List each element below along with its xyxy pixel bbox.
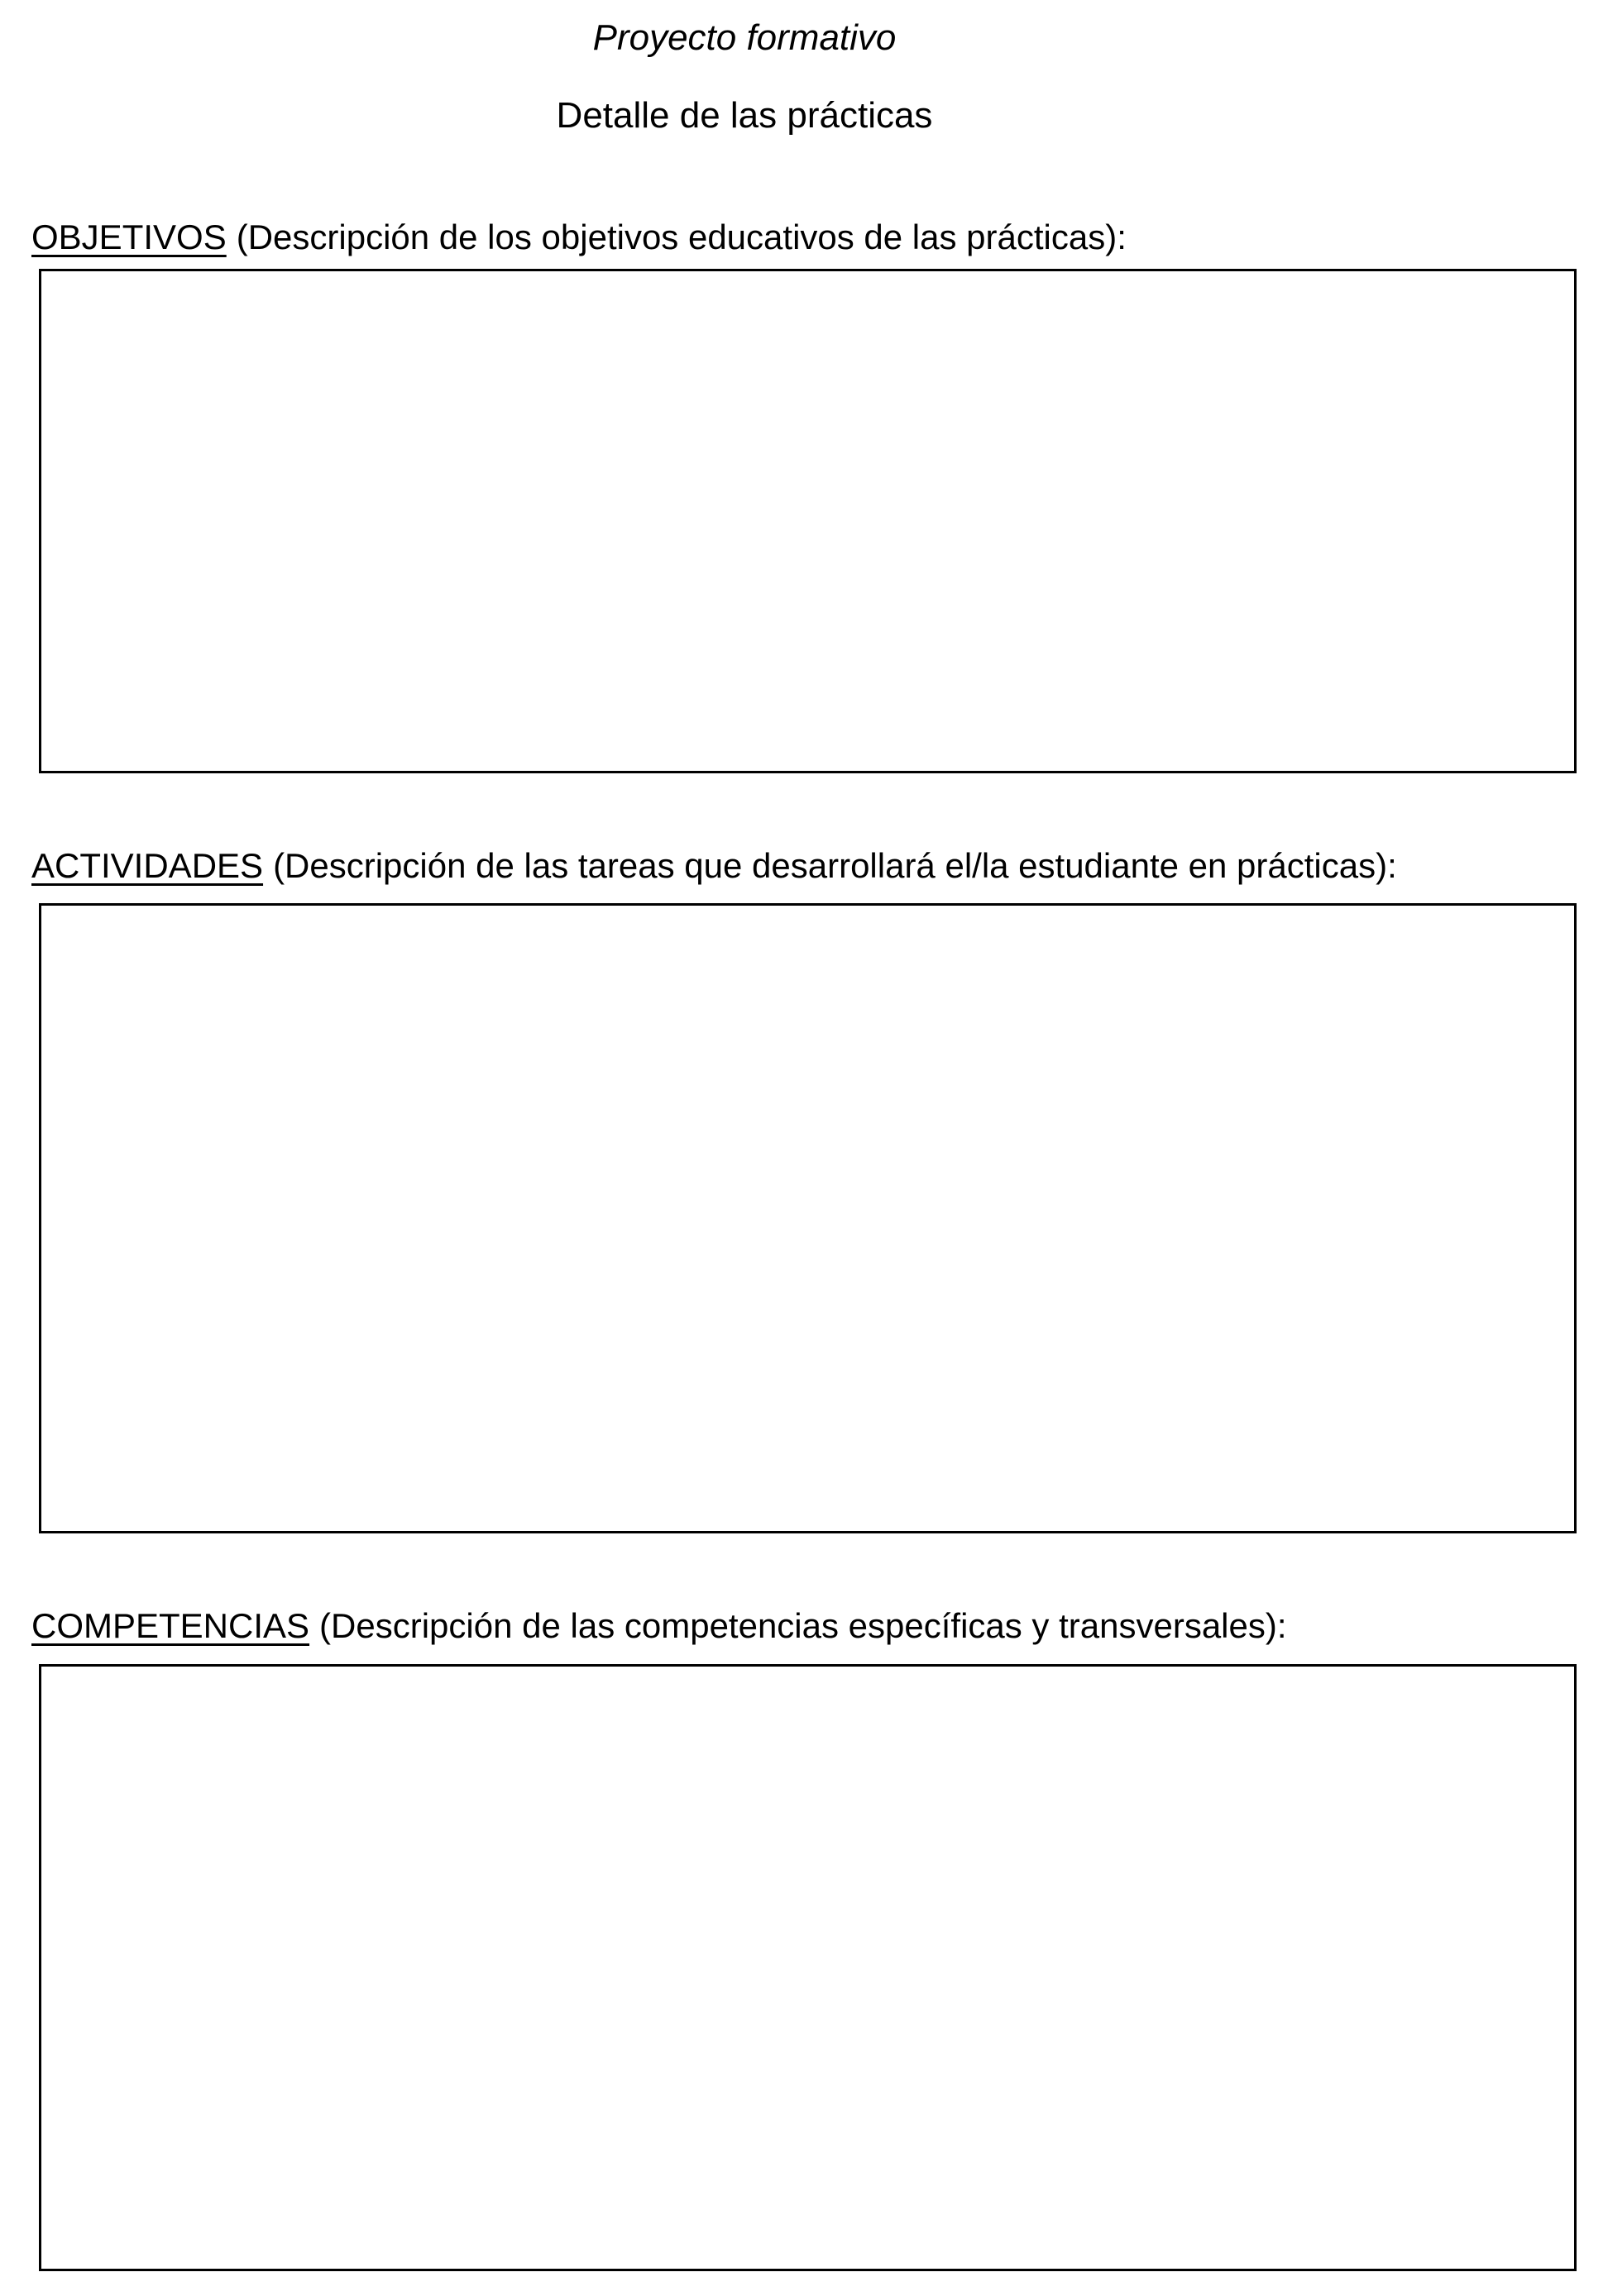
competencias-input-box[interactable] <box>39 1664 1577 2271</box>
section-label-competencias: COMPETENCIAS <box>31 1606 310 1645</box>
objetivos-input-box[interactable] <box>39 269 1577 773</box>
section-label-actividades: ACTIVIDADES <box>31 846 264 885</box>
section-description-objetivos: (Descripción de los objetivos educativos de las prácticas): <box>236 218 1127 256</box>
section-heading-competencias <box>31 1605 1287 1647</box>
section-description-competencias: (Descripción de las competencias específicas y transversales): <box>319 1606 1287 1645</box>
section-label-objetivos: OBJETIVOS <box>31 218 227 256</box>
section-heading-objetivos <box>31 217 1127 258</box>
document-title: Proyecto formativo <box>592 17 897 58</box>
section-heading-actividades <box>31 845 1397 887</box>
actividades-input-box[interactable] <box>39 903 1577 1533</box>
section-description-actividades: (Descripción de las tareas que desarrollará el/la estudiante en prácticas): <box>273 846 1397 885</box>
document-subtitle: Detalle de las prácticas <box>556 95 933 136</box>
